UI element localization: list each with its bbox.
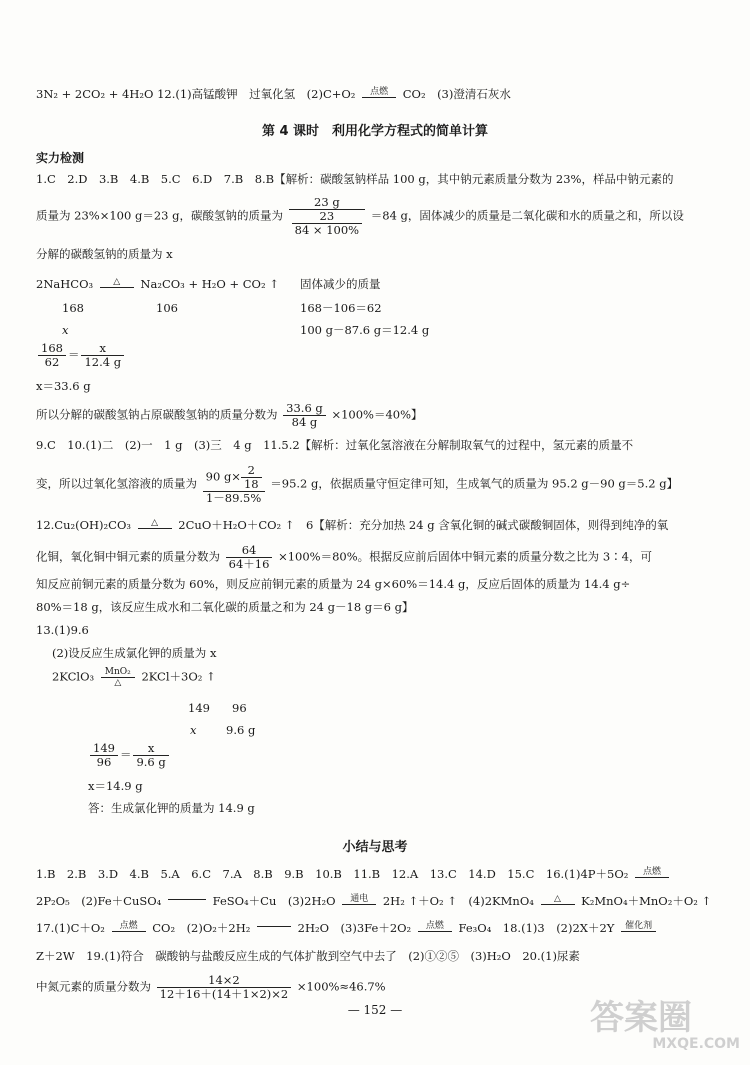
answers-q1-8-line1: 1.C 2.D 3.B 4.B 5.C 6.D 7.B 8.B【解析：碳酸氢钠样品 100 g，其中钠元素质量分数为 23%，样品中钠元素的 bbox=[36, 172, 674, 186]
summary-line5: 中氮元素的质量分数为 $\frac{14\times 2}{12+16+(14+1\times 2)\times 2}$ ×100%≈46.7% bbox=[36, 973, 386, 1001]
subsection-heading: 实力检测 bbox=[36, 151, 85, 165]
answers-q9-11-line1: 9.C 10.(1)二 (2)一 1 g (3)三 4 g 11.5.2【解析：过氧化氢溶液在分解制取氧气的过程中，氢元素的质量不 bbox=[36, 438, 634, 452]
molar-96: 96 bbox=[232, 701, 247, 715]
answers-q12-line4: 80%＝18 g，该反应生成水和二氧化碳的质量之和为 24 g－18 g＝6 g】 bbox=[36, 600, 414, 614]
fraction: $\frac{149}{96}$ bbox=[90, 742, 118, 769]
reaction-condition: △ bbox=[100, 277, 134, 294]
reaction-condition bbox=[168, 899, 206, 906]
answers-q11-line2: 变，所以过氧化氢溶液的质量为 90 g× $\frac{2}{18}$ 1－89.5% ＝95.2 g，依据质量守恒定律可知，生成氧气的质量为 95.2 g－90 g＝5.2 g】 bbox=[36, 463, 679, 505]
equation-nahco3: 2NaHCO₃ △ Na₂CO₃ + H₂O + CO₂ ↑ bbox=[36, 276, 279, 294]
summary-title: 小结与思考 bbox=[342, 840, 408, 855]
fraction: $\frac{64}{64+16}$ bbox=[226, 544, 273, 571]
fraction: $\frac{168}{62}$ bbox=[38, 342, 66, 369]
q12-answer-tail: CO₂ (3)澄清石灰水 bbox=[402, 87, 511, 101]
reaction-condition: MnO₂ △ bbox=[101, 667, 135, 688]
ratio-equation: $\frac{149}{96}$ ＝ $\frac{x}{9.6 g}$ bbox=[88, 742, 171, 769]
reaction-condition: 点燃 bbox=[362, 87, 396, 104]
answers-q8-line2: 质量为 23%×100 g＝23 g，碳酸氢钠的质量为 $\frac{23 g}{\frac{23}{84 \times 100\%}}$ ＝84 g，固体减少的质量是二氧化碳和水的质量之和，所以设 bbox=[36, 195, 684, 237]
answer-statement: 答：生成氯化钾的质量为 14.9 g bbox=[88, 801, 255, 815]
answers-q12-line3: 知反应前铜元素的质量分数为 60%，则反应前铜元素的质量为 24 g×60%＝14.4 g，反应后固体的质量为 14.4 g÷ bbox=[36, 577, 631, 591]
page-number: — 152 — bbox=[347, 1003, 403, 1017]
fraction: $\frac{23 g}{\frac{23}{84 \times 100\%}}$ bbox=[289, 196, 365, 237]
answers-q12-line2: 化铜，氧化铜中铜元素的质量分数为 $\frac{64}{64+16}$ ×100%＝80%。根据反应前后固体中铜元素的质量分数之比为 3∶4，可 bbox=[36, 543, 652, 571]
q12-answer-text: 12.(1)高锰酸钾 过氧化氢 (2)C+O₂ bbox=[157, 87, 356, 101]
fraction: $\frac{33.6 g}{84 g}$ bbox=[283, 402, 326, 429]
molar-149: 149 bbox=[188, 701, 210, 715]
reaction-condition: 催化剂 bbox=[621, 921, 656, 938]
answers-q13-line2: (2)设反应生成氯化钾的质量为 x bbox=[52, 646, 217, 660]
top-line bbox=[36, 86, 511, 104]
molar-168: 168 bbox=[62, 301, 84, 315]
reaction-condition: 点燃 bbox=[635, 867, 669, 884]
reaction-condition: 点燃 bbox=[112, 921, 146, 938]
reaction-condition: 点燃 bbox=[418, 921, 452, 938]
answers-q13-line1: 13.(1)9.6 bbox=[36, 623, 89, 637]
summary-line2: 2P₂O₅ (2)Fe＋CuSO₄ FeSO₄＋Cu (3)2H₂O 通电 2H₂ ↑＋O₂ ↑ (4)2KMnO₄ △ K₂MnO₄＋MnO₂＋O₂ ↑ bbox=[36, 893, 711, 911]
answers-q8-line3: 分解的碳酸氢钠的质量为 x bbox=[36, 247, 173, 261]
answers-q12-line1: 12.Cu₂(OH)₂CO₃ △ 2CuO＋H₂O＋CO₂ ↑ 6【解析：充分加热 24 g 含氧化铜的碱式碳酸铜固体，则得到纯净的氧 bbox=[36, 517, 668, 535]
reaction-condition bbox=[257, 926, 291, 933]
molar-106: 106 bbox=[156, 301, 178, 315]
top-equation-tail: 3N₂ + 2CO₂ + 4H₂O bbox=[36, 87, 154, 101]
conclusion-q8: 所以分解的碳酸氢钠占原碳酸氢钠的质量分数为 $\frac{33.6 g}{84 g}$ ×100%＝40%】 bbox=[36, 401, 423, 429]
ratio-equation: $\frac{168}{62}$ ＝ $\frac{x}{12.4 g}$ bbox=[36, 342, 126, 369]
fraction: 90 g× $\frac{2}{18}$ 1－89.5% bbox=[203, 464, 265, 505]
summary-line1: 1.B 2.B 3.D 4.B 5.A 6.C 7.A 8.B 9.B 10.B 11.B 12.A 13.C 14.D 15.C 16.(1)4P＋5O₂ 点燃 bbox=[36, 866, 672, 884]
var-x: x bbox=[62, 323, 69, 337]
result-x: x＝33.6 g bbox=[36, 379, 91, 393]
mass-9-6: 9.6 g bbox=[226, 723, 256, 737]
fraction: $\frac{14\times 2}{12+16+(14+1\times 2)\times 2}$ bbox=[157, 974, 292, 1001]
fraction: $\frac{x}{12.4 g}$ bbox=[81, 342, 124, 369]
reduce-label: 固体减少的质量 bbox=[300, 277, 381, 291]
fraction: $\frac{x}{9.6 g}$ bbox=[133, 742, 168, 769]
section-title: 第 4 课时 利用化学方程式的简单计算 bbox=[261, 124, 489, 139]
var-x: x bbox=[190, 723, 197, 737]
equation-kclo3: 2KClO₃ MnO₂ △ 2KCl＋3O₂ ↑ bbox=[52, 667, 216, 688]
reaction-condition: △ bbox=[138, 518, 172, 535]
summary-line3: 17.(1)C＋O₂ 点燃 CO₂ (2)O₂＋2H₂ 2H₂O (3)3Fe＋2O₂ 点燃 Fe₃O₄ 18.(1)3 (2)2X＋2Y 催化剂 bbox=[36, 920, 659, 938]
result-x: x＝14.9 g bbox=[88, 779, 143, 793]
reaction-condition: 通电 bbox=[342, 894, 376, 911]
reaction-condition: △ bbox=[541, 894, 575, 911]
calc-reduce: 168－106＝62 bbox=[300, 301, 382, 315]
calc-mass: 100 g－87.6 g＝12.4 g bbox=[300, 323, 430, 337]
summary-line4: Z＋2W 19.(1)符合 碳酸钠与盐酸反应生成的气体扩散到空气中去了 (2)①②⑤ (3)H₂O 20.(1)尿素 bbox=[36, 949, 580, 963]
watermark-logo: 答案圈 MXQE.COM bbox=[590, 998, 740, 1052]
